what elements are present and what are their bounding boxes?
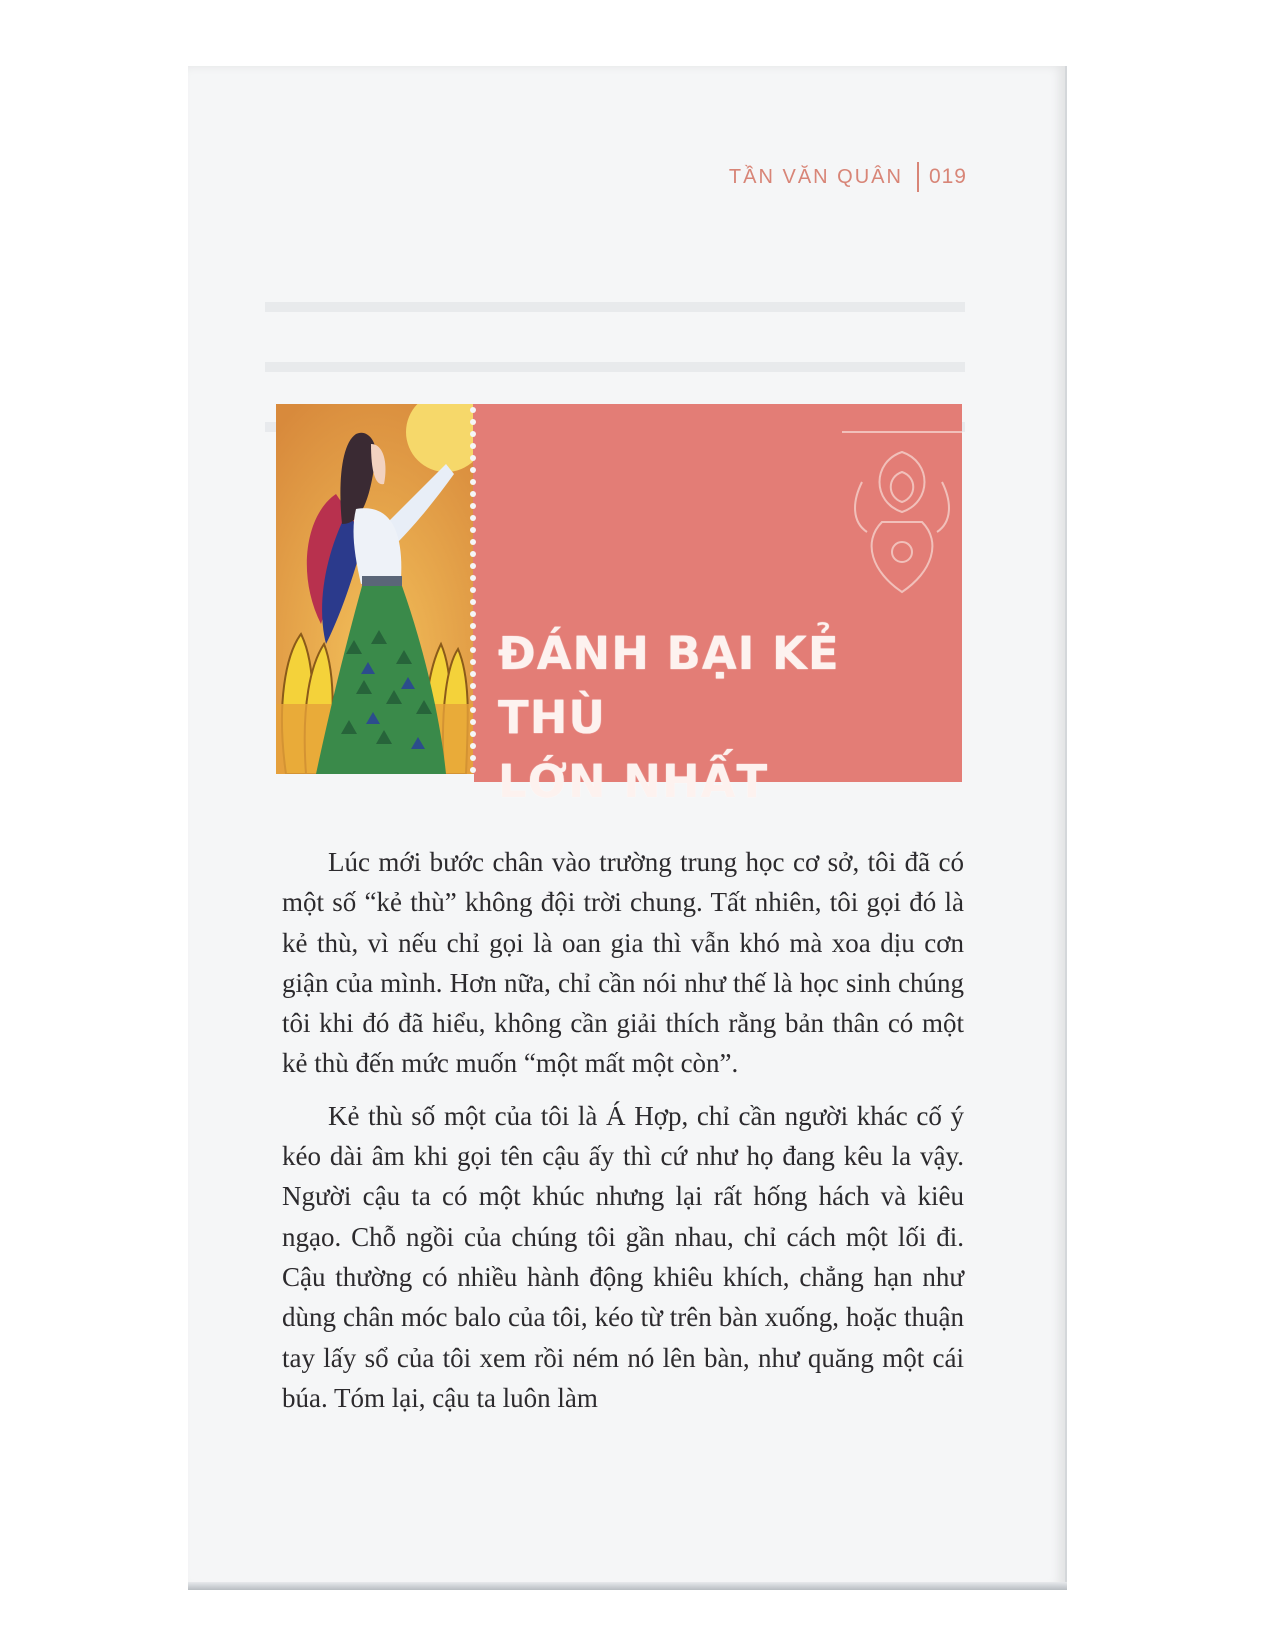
chapter-title-line-2: LỚN NHẤT <box>498 755 769 808</box>
chapter-banner <box>276 404 962 808</box>
page-number: 019 <box>928 165 967 188</box>
perforated-edge <box>469 404 479 774</box>
paragraph-2: Kẻ thù số một của tôi là Á Hợp, chỉ cần người khác cố ý kéo dài âm khi gọi tên cậu ấy thì cứ như họ đang kêu la vậy. Người cậu ta có một khúc nhưng lại rất hống hách và kiêu ngạo. Chỗ ngồi của chúng tôi gần nhau, chỉ cách một lối đi. Cậu thường có nhiều hành động khiêu khích, chẳng hạn như dùng chân móc balo của tôi, kéo từ trên bàn xuống, hoặc thuận tay lấy sổ của tôi xem rồi ném nó lên bàn, như quăng một cái búa. Tóm lại, cậu ta luôn làm <box>282 1100 964 1413</box>
running-head-author: TẦN VĂN QUÂN <box>728 165 903 188</box>
chapter-title-line-1: ĐÁNH BẠI KẺ THÙ <box>498 627 840 744</box>
chapter-illustration <box>276 404 474 774</box>
page-edge <box>188 1582 1067 1590</box>
chapter-banner-panel <box>474 404 962 808</box>
chapter-body <box>282 842 964 1430</box>
running-head <box>729 162 967 192</box>
ornament-icon <box>842 422 962 602</box>
running-head-divider <box>917 162 919 192</box>
paragraph-1: Lúc mới bước chân vào trường trung học cơ sở, tôi đã có một số “kẻ thù” không đội trời chung. Tất nhiên, tôi gọi đó là kẻ thù, vì nếu chỉ gọi là oan gia thì vẫn khó mà xoa dịu cơn giận của mình. Hơn nữa, chỉ cần nói như thế là học sinh chúng tôi khi đó đã hiểu, không cần giải thích rằng bản thân có một kẻ thù đến mức muốn “một mất một còn”. <box>282 847 964 1079</box>
chapter-title <box>498 622 962 814</box>
